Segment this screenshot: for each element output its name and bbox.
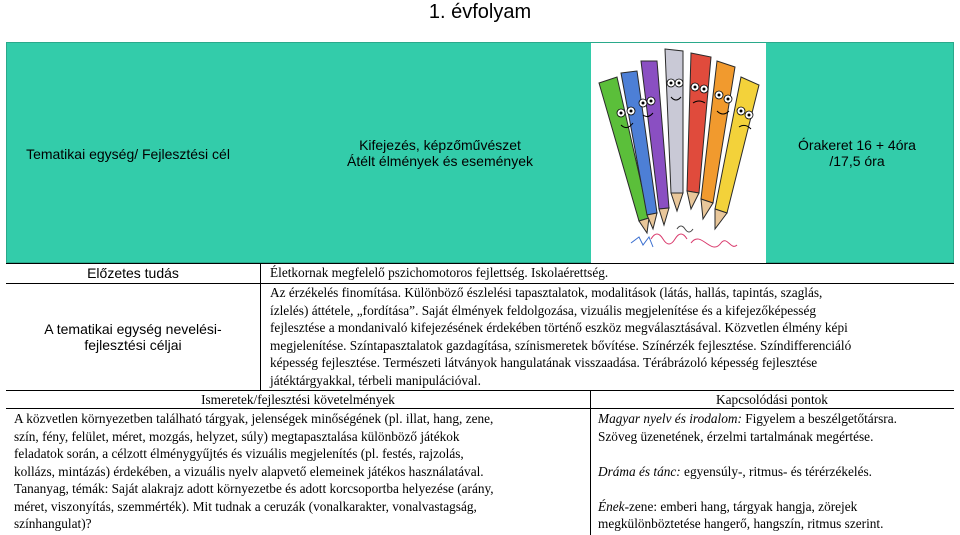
prior-knowledge-text: Életkornak megfelelő pszichomotoros fejlettség. Iskolaérettség. [270, 265, 609, 280]
goals-line: játéktárgyakkal, térbeli manipulációval. [270, 372, 481, 388]
hours-line1: Órakeret 16 + 4óra [798, 137, 916, 153]
connection-enek [598, 498, 954, 516]
unit-title-line1: Kifejezés, képzőművészet [359, 137, 521, 153]
goals-label-line2: fejlesztési céljai [84, 337, 182, 353]
enek-desc: -zene: emberi hang, tárgyak hangja, zörejek [624, 498, 858, 514]
header-band [6, 42, 954, 263]
connections-header: Kapcsolódási pontok [716, 392, 828, 407]
subject-magyar: Magyar nyelv és irodalom: [598, 411, 742, 426]
requirements-line: feladatok során, a célzott élménygyűjtés és vizuális megjelenítés (pl. festés, rajzolás, [14, 446, 464, 461]
goals-line: képesség fejlesztése. Természeti látványok hangulatának visszaadása. Térábrázoló képesség fejlesztése [270, 355, 818, 370]
magyar-desc: Figyelem a beszélgetőtársra. [741, 411, 897, 426]
requirements-text [14, 410, 590, 533]
goals-line: fejlesztése a mondanivaló kifejezésének érdekében történő eszköz megválasztásával. Közvetlen élmény képi [270, 320, 848, 335]
connection-magyar-line2: Szöveg üzenetének, érzelmi tartalmának megértése. [598, 428, 874, 444]
goals-line: megjelenítése. Színtapasztalatok gazdagítása, színismeretek bővítése. Színérzék fejlesztése. Színdifferenciáló [270, 337, 852, 353]
goals-text [270, 284, 955, 389]
spacer [598, 480, 954, 498]
unit-title-line2: Átélt élmények és események [347, 153, 533, 169]
connection-enek-line2: megkülönböztetése hangerő, hangszín, ritmus szerint. [598, 516, 884, 531]
requirements-line: kollázs, mintázás) érdekében, a vizuális nyelv alapvető elemeinek játékos használatával. [14, 463, 484, 479]
connection-drama [598, 463, 954, 481]
hours-label [759, 137, 955, 169]
col-divider-2 [590, 390, 591, 535]
unit-title [320, 137, 560, 169]
requirements-line: színhangulat)? [14, 516, 92, 531]
hours-line2: /17,5 óra [829, 153, 885, 169]
subject-drama: Dráma és tánc: [598, 463, 681, 479]
drama-desc: egyensúly-, ritmus- és térérzékelés. [680, 463, 872, 479]
requirements-header: Ismeretek/fejlesztési követelmények [201, 392, 395, 407]
requirements-line: szín, fény, felület, méret, mozgás, helyzet, súly) megtapasztalása különböző játékok [14, 428, 460, 444]
requirements-line: A közvetlen környezetben található tárgyak, jelenségek minőségének (pl. illat, hang, zene, [14, 411, 494, 426]
page-title: 1. évfolyam [428, 1, 532, 23]
goals-label [6, 321, 260, 353]
goals-line: Az érzékelés finomítása. Különböző észlelési tapasztalatok, modalitások (látás, hallás, tapintás, szaglás, [270, 285, 823, 300]
connection-magyar [598, 410, 954, 428]
goals-line: ízlelés) áttétele, „fordítása”. Saját élmények feldolgozása, vizuális megjelenítése és a kifejezőképesség [270, 302, 817, 318]
connections-text [598, 410, 954, 533]
goals-label-line1: A tematikai egység nevelési- [44, 321, 222, 337]
prior-knowledge-label: Előzetes tudás [87, 265, 179, 281]
cartoon-pencils-image [591, 43, 766, 264]
requirements-line: méret, viszonyítás, szemmérték). Mit tudnak a ceruzák (vonalkarakter, vonalvastagság, [14, 498, 477, 514]
subject-enek: Ének [598, 498, 625, 514]
thematic-unit-label: Tematikai egység/ Fejlesztési cél [26, 146, 230, 162]
spacer [598, 445, 954, 463]
requirements-line: Tananyag, témák: Saját alakrajz adott környezetbe és adott korcsoportba helyezése (arány, [14, 481, 494, 496]
col-divider-1 [260, 263, 261, 390]
